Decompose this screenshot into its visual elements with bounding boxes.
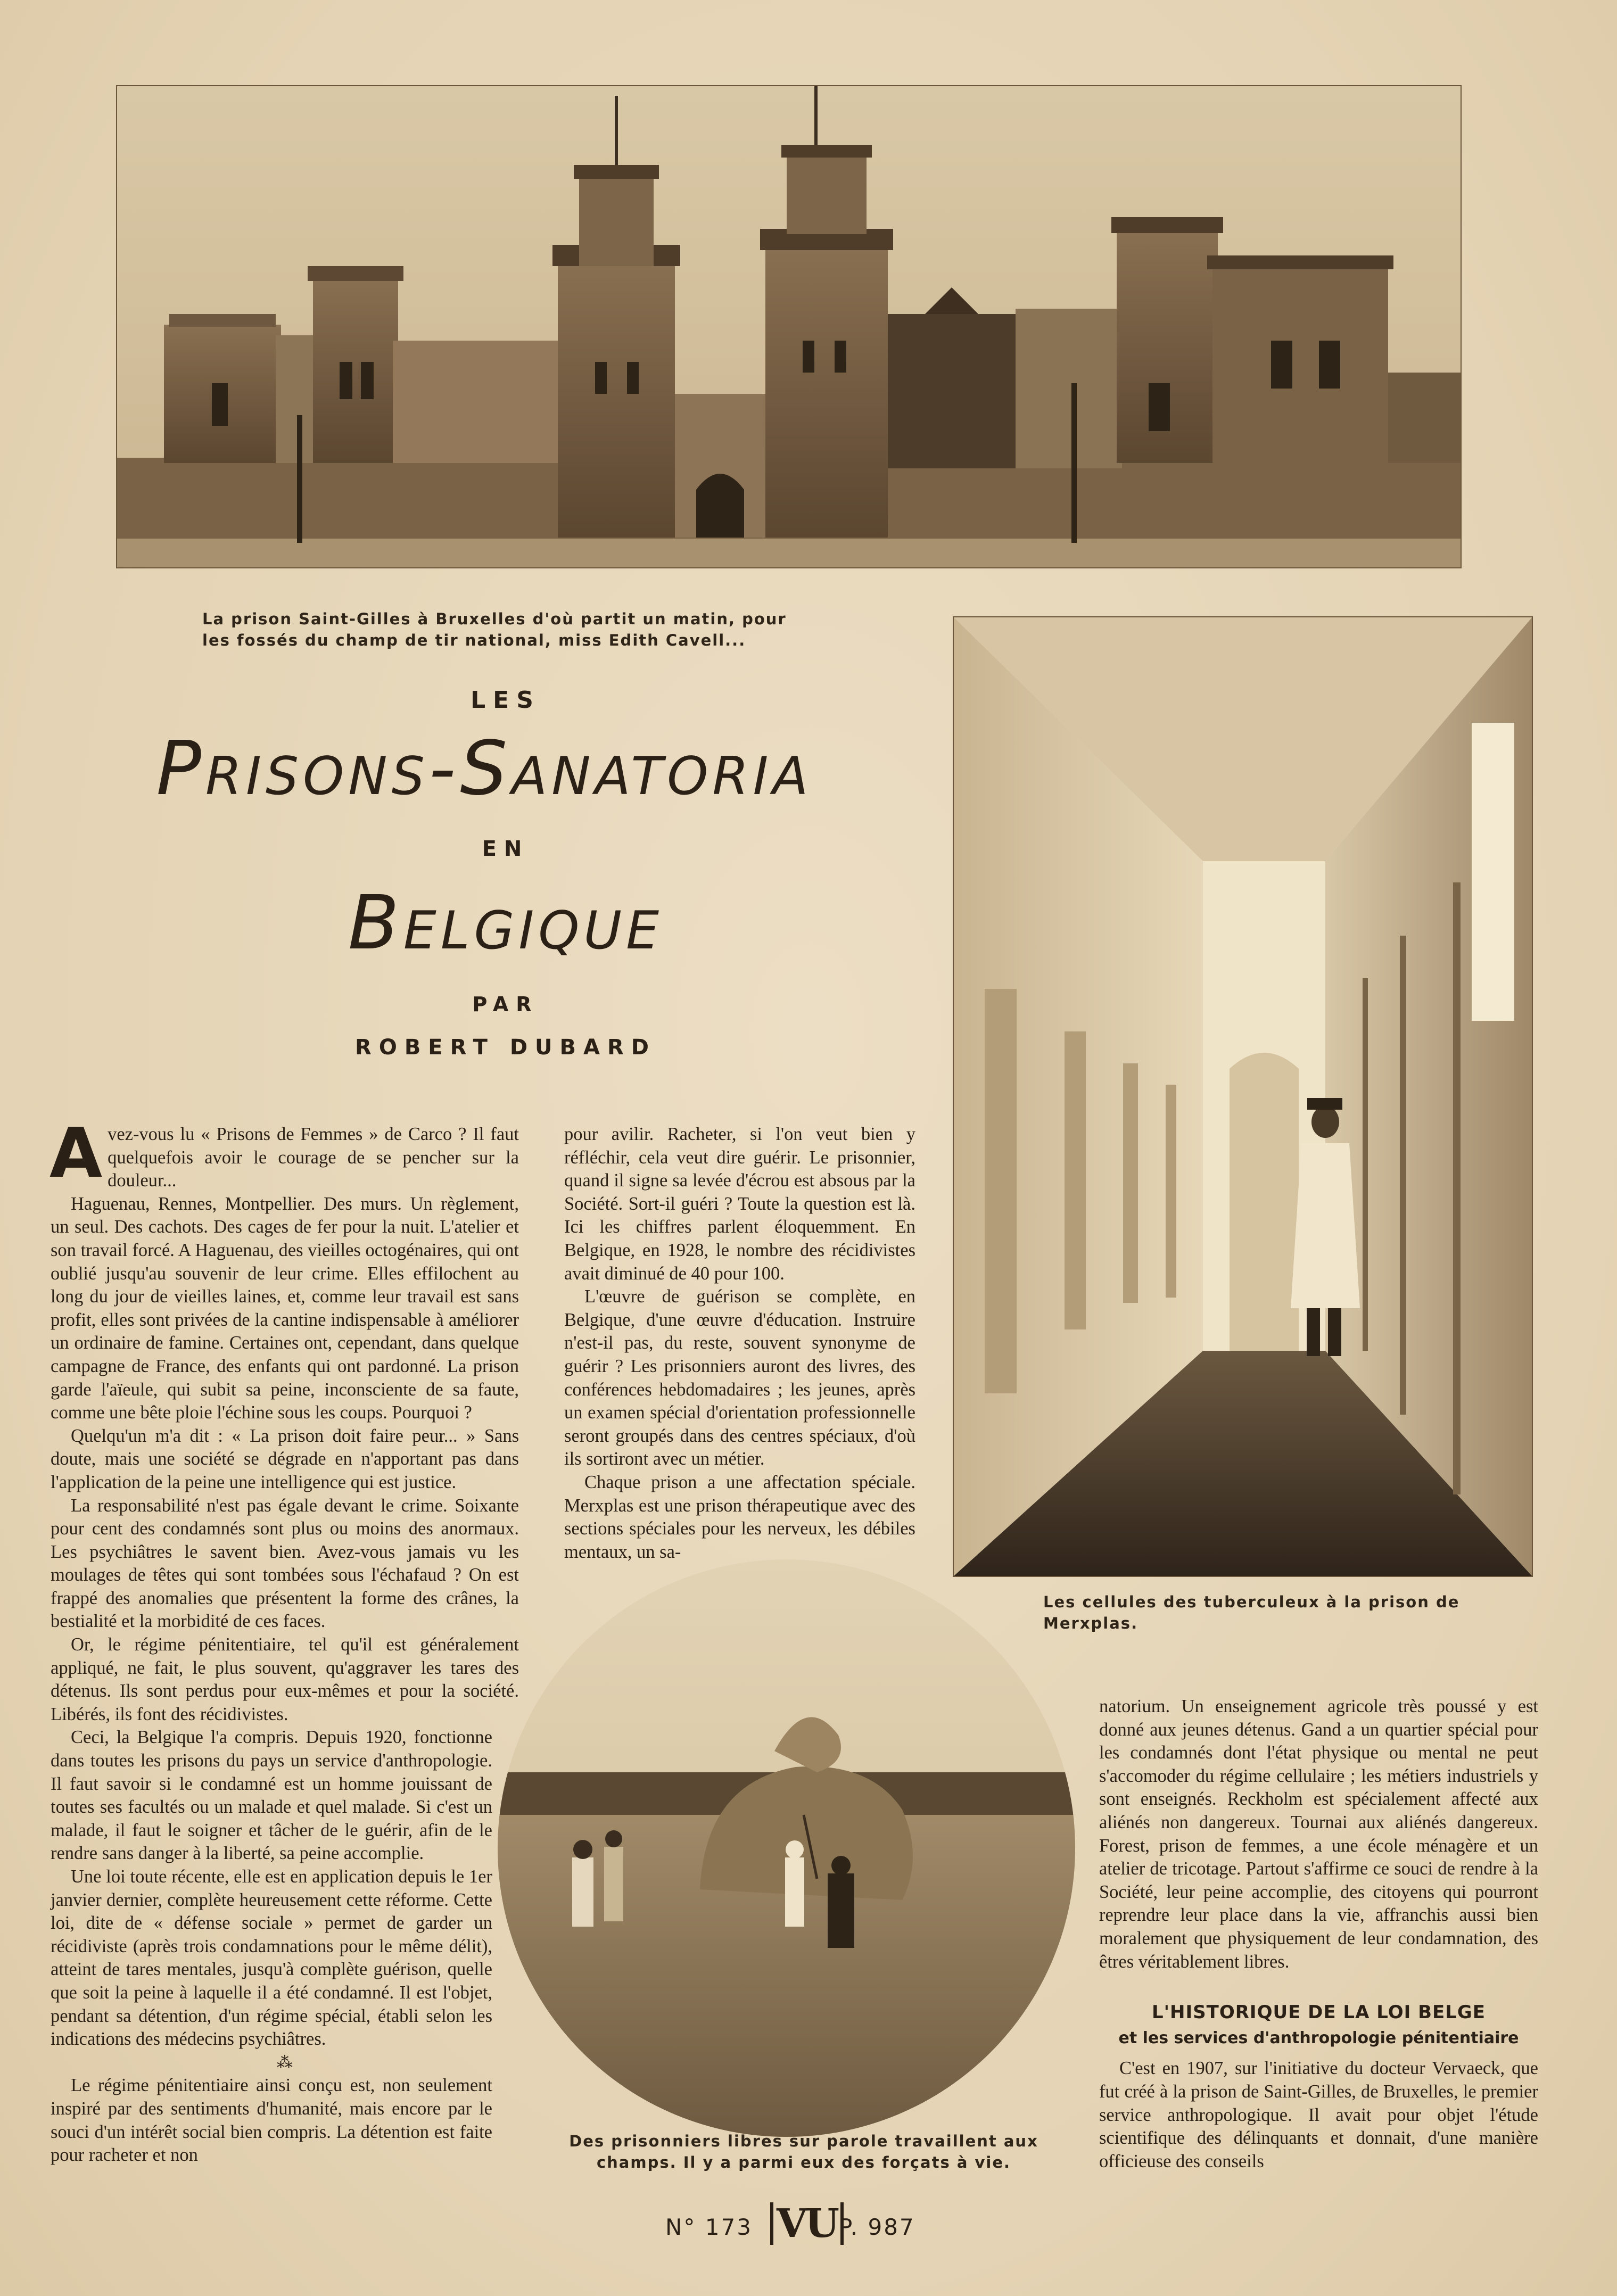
article-title: Prisons-Sanatoria (156, 725, 813, 812)
paragraph: natorium. Un enseignement agricole très poussé y est donné aux jeunes détenus. Gand a un quartier spécial pour les condamnés dont l'état physique ou mental ne peut s'accomoder du régime cellulaire ; les métiers industriels y sont enseignés. Reckholm est spécialement affecté aux aliénés non dangereux. Tournai aux aliénés dangereux. Forest, prison de femmes, a une école ménagère et un atelier de tricotage. Partout s'affirme ce souci de rendre à la Société, leur peine accomplie, des citoyens qui pourront reprendre leur place dans la vie, affranchis aussi bien moralement que physiquement de leur condamnation, des êtres véritablement libres. (1099, 1696, 1538, 1972)
paragraph: La responsabilité n'est pas égale devant le crime. Soixante pour cent des condamnés sont plus ou moins des anormaux. Les psychiâtres le savent bien. Avez-vous jamais vu les moulages de têtes qui sont tombées sous l'échafaud ? On est frappé des anomalies que présentent la forme des crânes, la bestialité et la morbidité de ces faces. (51, 1495, 519, 1632)
caption-prison-saint-gilles (202, 608, 804, 651)
column-1 (50, 1114, 519, 2167)
paragraph: pour avilir. Racheter, si l'on veut bien y réfléchir, cela veut dire guérir. Le prisonnier, quand il signe sa levée d'écrou est absous par la Société. Sort-il guéri ? Toute la question est là. Ici les chiffres parlent éloquemment. En Belgique, en 1928, le nombre des récidivistes avait diminué de 40 pour 100. (564, 1124, 915, 1284)
caption-field-workers (564, 2130, 1043, 2173)
author-name: ROBERT DUBARD (355, 1035, 656, 1060)
section-heading: L'HISTORIQUE DE LA LOI BELGE (1151, 2002, 1486, 2024)
column-3 (1099, 1695, 1538, 2173)
paragraph: Haguenau, Rennes, Montpellier. Des murs. Un règlement, un seul. Des cachots. Des cages de fer pour la nuit. L'atelier et son travail forcé. A Haguenau, des vieilles octogénaires, qui ont oublié jusqu'au souvenir de leur crime. Elles effilochent au long du jour de vieilles laines, et, comme leur travail est sans profit, elles sont privées de la cantine indispensable à améliorer un ordinaire de famine. Certaines ont, cependant, dans quelque campagne de France, des enfants qui ont pardonné. La prison garde l'aïeule, qui subit sa peine, inconsciente de sa faute, comme une bête ploie l'échine sous les coups. Pourquoi ? (51, 1193, 519, 1423)
issue-number: N° 173 (665, 2214, 753, 2240)
caption-line: les fossés du champ de tir national, miss Edith Cavell... (202, 631, 746, 649)
merxplas-corridor-photo (953, 616, 1533, 1577)
field-workers-photo (498, 1559, 1075, 2137)
paragraph: Le régime pénitentiaire ainsi conçu est, non seulement inspiré par des sentiments d'humanité, mais encore par le souci d'un intérêt social bien compris. La détention est faite pour racheter et non (51, 2075, 492, 2166)
section-subheading: et les services d'anthropologie pénitentiaire (1118, 2028, 1519, 2047)
paragraph (50, 1114, 519, 1193)
caption-line: champs. Il y a parmi eux des forçats à vie. (596, 2153, 1011, 2171)
paragraph: L'œuvre de guérison se complète, en Belgique, d'une œuvre d'éducation. Instruire n'est-il pas, du reste, souvent synonyme de guérir ? Les prisonniers auront des livres, des conférences hebdomadaires ; les jeunes, après un examen spécial d'orientation professionnelle seront groupés dans des centres spéciaux, d'où ils sortiront avec un métier. (564, 1286, 915, 1469)
caption-merxplas: Les cellules des tuberculeux à la prison de Merxplas. (1043, 1593, 1460, 1632)
article-title-country: Belgique (348, 880, 664, 967)
column-2 (564, 1123, 915, 1564)
paragraph: Une loi toute récente, elle est en application depuis le 1er janvier dernier, complète heureusement cette réforme. Cette loi, dite de « défense sociale » permet de garder un récidiviste (après trois condamnations pour le même délit), atteint de tares mentales, jusqu'à complète guérison, quelle que soit la peine à laquelle il a été condamné. Il est l'objet, pendant sa détention, d'un régime spécial, établi selon les indications des médecins psychiâtres. (51, 1866, 492, 2050)
title-en: EN (482, 837, 530, 861)
vu-logo: VU (770, 2202, 844, 2245)
paragraph-text: vez-vous lu « Prisons de Femmes » de Carco ? Il faut quelquefois avoir le courage de se pencher sur la douleur... (108, 1124, 519, 1191)
paragraph: Quelqu'un m'a dit : « La prison doit faire peur... » Sans doute, mais une société se dégrade en n'apportant pas dans l'application de la peine une intelligence qui est justice. (51, 1425, 519, 1492)
asterism-divider: ⁂ (277, 2053, 293, 2071)
paragraph: Chaque prison a une affectation spéciale. Merxplas est une prison thérapeutique avec des sections spéciales pour les nerveux, les débiles mentaux, un sa- (564, 1472, 915, 1562)
page-number: P. 987 (839, 2214, 915, 2240)
prison-saint-gilles-photo (116, 85, 1462, 568)
title-par: PAR (472, 993, 539, 1016)
title-les: LES (471, 687, 541, 714)
paragraph: Ceci, la Belgique l'a compris. Depuis 1920, fonctionne dans toutes les prisons du pays un service d'anthropologie. Il faut savoir si le condamné est un homme jouissant de toutes ses facultés ou un malade et quel malade. Si c'est un malade, il faut le soigner et tâcher de le guérir, afin de le rendre sans danger à la liberté, sa peine accomplie. (51, 1727, 492, 1864)
drop-cap: A (50, 1114, 103, 1193)
paragraph: Or, le régime pénitentiaire, tel qu'il est généralement appliqué, ne fait, le plus souvent, qu'aggraver les tares des détenus. Ils sont perdus pour eux-mêmes et pour la société. Libérés, ils font des récidivistes. (51, 1634, 519, 1724)
caption-line: La prison Saint-Gilles à Bruxelles d'où partit un matin, pour (202, 610, 787, 628)
caption-line: Des prisonniers libres sur parole travaillent aux (569, 2132, 1038, 2150)
paragraph: C'est en 1907, sur l'initiative du docteur Vervaeck, que fut créé à la prison de Saint-Gilles, de Bruxelles, le premier service anthropologique. Il avait pour objet l'étude scientifique des délinquants et donnait, d'une manière officieuse des conseils (1099, 2058, 1538, 2171)
